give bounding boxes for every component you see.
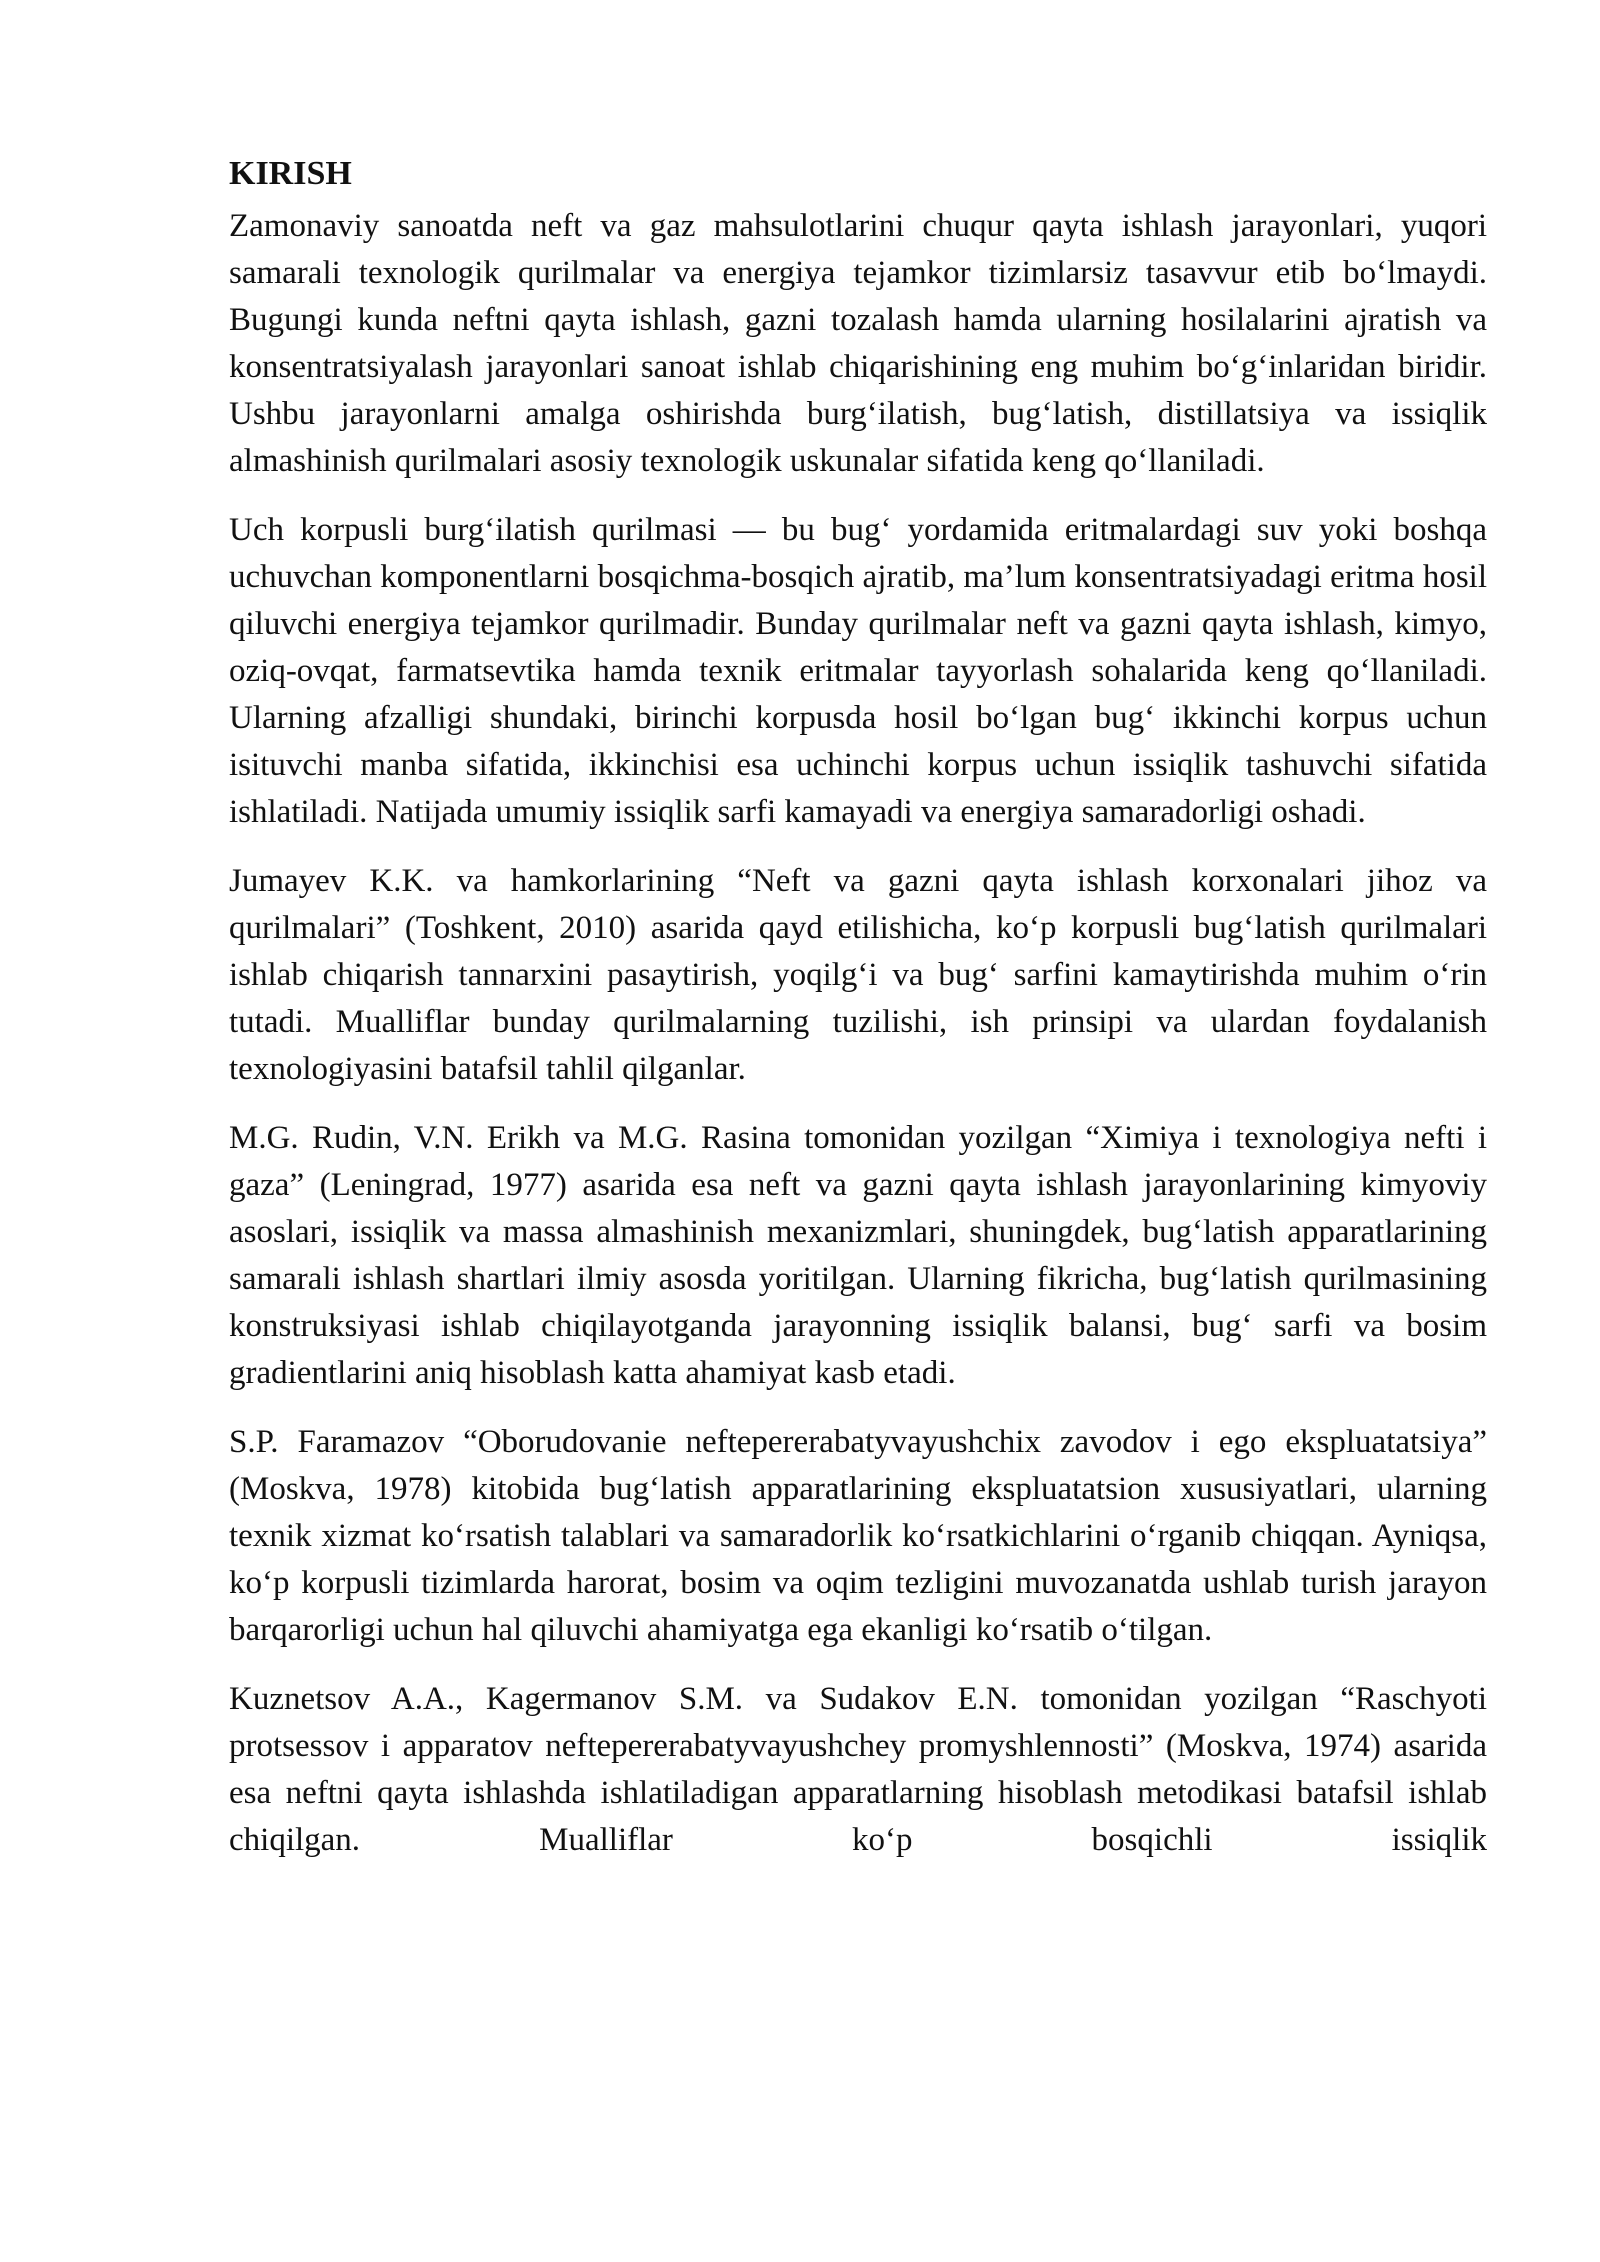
document-page: [229, 150, 1487, 1864]
paragraph-intro: Zamonaviy sanoatda neft va gaz mahsulotlarini chuqur qayta ishlash jarayonlari, yuqori samarali texnologik qurilmalar va energiya tejamkor tizimlarsiz tasavvur etib bo‘lmaydi. Bugungi kunda neftni qayta ishlash, gazni tozalash hamda ularning hosilalarini ajratish va konsentratsiyalash jarayonlari sanoat ishlab chiqarishining eng muhim bo‘g‘inlaridan biridir. Ushbu jarayonlarni amalga oshirishda burg‘ilatish, bug‘latish, distillatsiya va issiqlik almashinish qurilmalari asosiy texnologik uskunalar sifatida keng qo‘llaniladi.: [229, 208, 1487, 479]
paragraph-faramazov: S.P. Faramazov “Oborudovanie neftepererabatyvayushchix zavodov i ego ekspluatatsiya” (Moskva, 1978) kitobida bug‘latish apparatlarining ekspluatatsion xususiyatlari, ularning texnik xizmat ko‘rsatish talablari va samaradorlik ko‘rsatkichlarini o‘rganib chiqqan. Ayniqsa, ko‘p korpusli tizimlarda harorat, bosim va oqim tezligini muvozanatda ushlab turish jarayon barqarorligi uchun hal qiluvchi ahamiyatga ega ekanligi ko‘rsatib o‘tilgan.: [229, 1424, 1487, 1648]
paragraph-jumayev: Jumayev K.K. va hamkorlarining “Neft va gazni qayta ishlash korxonalari jihoz va qurilmalari” (Toshkent, 2010) asarida qayd etilishicha, ko‘p korpusli bug‘latish qurilmalari ishlab chiqarish tannarxini pasaytirish, yoqilg‘i va bug‘ sarfini kamaytirishda muhim o‘rin tutadi. Mualliflar bunday qurilmalarning tuzilishi, ish prinsipi va ulardan foydalanish texnologiyasini batafsil tahlil qilganlar.: [229, 863, 1487, 1087]
paragraph-three-effect-evaporator: Uch korpusli burg‘ilatish qurilmasi — bu bug‘ yordamida eritmalardagi suv yoki boshqa uchuvchan komponentlarni bosqichma-bosqich ajratib, ma’lum konsentratsiyadagi eritma hosil qiluvchi energiya tejamkor qurilmadir. Bunday qurilmalar neft va gazni qayta ishlash, kimyo, oziq-ovqat, farmatsevtika hamda texnik eritmalar tayyorlash sohalarida keng qo‘llaniladi. Ularning afzalligi shundaki, birinchi korpusda hosil bo‘lgan bug‘ ikkinchi korpus uchun isituvchi manba sifatida, ikkinchisi esa uchinchi korpus uchun issiqlik tashuvchi sifatida ishlatiladi. Natijada umumiy issiqlik sarfi kamayadi va energiya samaradorligi oshadi.: [229, 512, 1487, 830]
paragraph-kuznetsov: Kuznetsov A.A., Kagermanov S.M. va Sudakov E.N. tomonidan yozilgan “Raschyoti protsessov i apparatov neftepererabatyvayushchey promyshlennosti” (Moskva, 1974) asarida esa neftni qayta ishlashda ishlatiladigan apparatlarning hisoblash metodikasi batafsil ishlab chiqilgan. Mualliflar ko‘p bosqichli issiqlik: [229, 1681, 1487, 1858]
section-heading: KIRISH: [229, 155, 352, 192]
paragraph-rudin: M.G. Rudin, V.N. Erikh va M.G. Rasina tomonidan yozilgan “Ximiya i texnologiya nefti i gaza” (Leningrad, 1977) asarida esa neft va gazni qayta ishlash jarayonlarining kimyoviy asoslari, issiqlik va massa almashinish mexanizmlari, shuningdek, bug‘latish apparatlarining samarali ishlash shartlari ilmiy asosda yoritilgan. Ularning fikricha, bug‘latish qurilmasining konstruksiyasi ishlab chiqilayotganda jarayonning issiqlik balansi, bug‘ sarfi va bosim gradientlarini aniq hisoblash katta ahamiyat kasb etadi.: [229, 1120, 1487, 1391]
